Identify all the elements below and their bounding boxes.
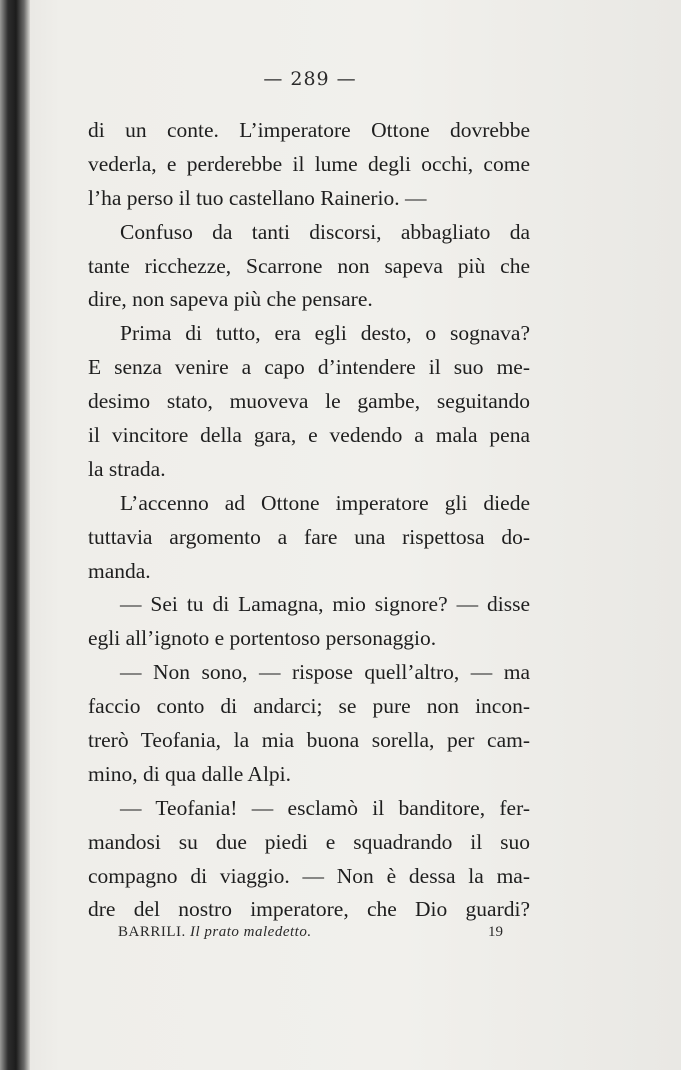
page-number: — 289 — xyxy=(263,68,357,90)
text-line: mino, di qua dalle Alpi. xyxy=(88,761,292,786)
text-line: Confuso da tanti discorsi, abbagliato da xyxy=(120,219,530,244)
text-line: Prima di tutto, era egli desto, o sognava? xyxy=(120,321,530,346)
text-line: manda. xyxy=(88,558,151,583)
footer-book-title: Il prato maledetto. xyxy=(190,924,312,940)
text-line: faccio conto di andarci; se pure non incon- xyxy=(88,694,530,719)
text-line: desimo stato, muoveva le gambe, seguitando xyxy=(88,389,530,414)
text-line: mandosi su due piedi e squadrando il suo xyxy=(88,829,530,854)
footer-signature-mark xyxy=(118,924,312,941)
text-line: tante ricchezze, Scarrone non sapeva più che xyxy=(88,253,530,278)
text-line: L’accenno ad Ottone imperatore gli diede xyxy=(120,490,530,515)
text-line: compagno di viaggio. — Non è dessa la ma- xyxy=(88,863,530,888)
text-line: vederla, e perderebbe il lume degli occhi, come xyxy=(88,151,530,176)
text-line: l’ha perso il tuo castellano Rainerio. — xyxy=(88,185,427,210)
body-text xyxy=(88,114,530,927)
text-line: dire, non sapeva più che pensare. xyxy=(88,287,373,312)
text-line: E senza venire a capo d’intendere il suo me- xyxy=(88,355,530,380)
text-line: trerò Teofania, la mia buona sorella, per cam- xyxy=(88,728,530,753)
text-line: egli all’ignoto e portentoso personaggio. xyxy=(88,626,437,651)
text-line: — Teofania! — esclamò il banditore, fer- xyxy=(120,795,530,820)
text-line: di un conte. L’imperatore Ottone dovrebbe xyxy=(88,118,530,142)
footer-signature-number: 19 xyxy=(488,924,503,940)
text-line: — Sei tu di Lamagna, mio signore? — disse xyxy=(120,592,530,617)
text-line: il vincitore della gara, e vedendo a mala pena xyxy=(88,423,530,448)
text-line: tuttavia argomento a fare una rispettosa do- xyxy=(88,524,530,549)
text-line: — Non sono, — rispose quell’altro, — ma xyxy=(120,660,530,685)
book-binding-edge xyxy=(0,0,30,1070)
text-line: dre del nostro imperatore, che Dio guardi? xyxy=(88,897,530,922)
footer-author: BARRILI. xyxy=(118,924,186,940)
text-line: la strada. xyxy=(88,456,166,481)
